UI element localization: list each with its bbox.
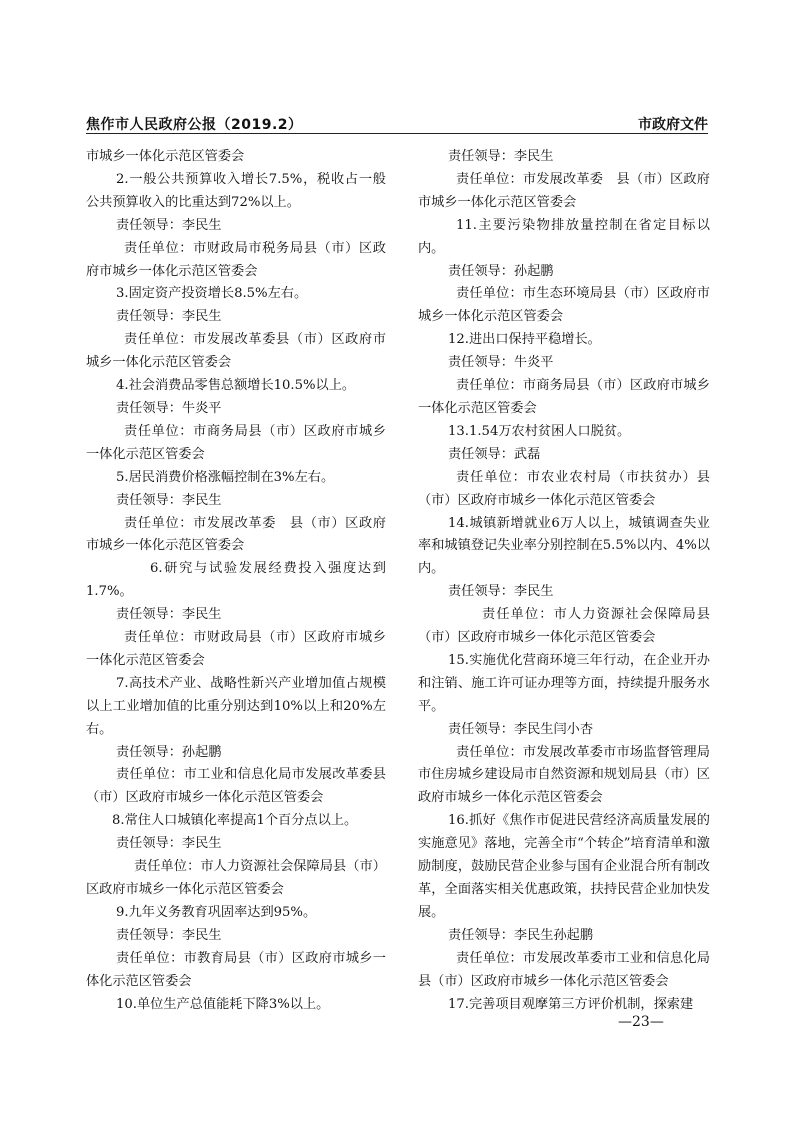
paragraph: 15.实施优化营商环境三年行动，在企业开办和注销、施工许可证办理等方面，持续提升服务水平。 [418,652,710,714]
paragraph: 3.固定资产投资增长8.5%左右。 [116,286,308,302]
paragraph: 责任单位：市商务局县（市）区政府市城乡一体化示范区管委会 [418,378,710,416]
page-number: —23— [618,1014,664,1030]
paragraph: 2.一般公共预算收入增长7.5%，税收占一般公共预算收入的比重达到72%以上。 [86,171,386,210]
paragraph: 责任领导：武磊 [448,446,541,462]
paragraph: 责任领导：李民生 [116,927,222,943]
paragraph: 责任领导：牛炎平 [448,355,554,371]
paragraph: 责任单位：市发展改革委 县（市）区政府市城乡一体化示范区管委会 [418,171,710,210]
paragraph: 5.居民消费价格涨幅控制在3%左右。 [116,469,335,485]
paragraph: 责任领导：李民生 [116,836,222,852]
paragraph: 13.1.54万农村贫困人口脱贫。 [448,423,631,439]
paragraph: 责任领导：孙起鹏 [116,744,222,760]
paragraph: 责任单位：市工业和信息化局市发展改革委县（市）区政府市城乡一体化示范区管委会 [86,767,386,806]
paragraph: 责任领导：牛炎平 [116,400,222,416]
paragraph: 责任领导：李民生 [116,607,222,623]
paragraph: 责任领导：李民生闫小杏 [448,721,594,737]
paragraph: 责任领导：李民生 [448,149,554,164]
paragraph: 责任单位：市商务局县（市）区政府市城乡一体化示范区管委会 [86,423,386,462]
paragraph: 责任领导：李民生孙起鹏 [448,927,594,943]
paragraph: 14.城镇新增就业6万人以上，城镇调查失业率和城镇登记失业率分别控制在5.5%以内、4%以内。 [418,515,710,577]
paragraph: 11.主要污染物排放量控制在省定目标以内。 [418,217,710,256]
paragraph: 16.抓好《焦作市促进民营经济高质量发展的实施意见》落地，完善全市“个转企”培育清单和激励制度，鼓励民营企业参与国有企业混合所有制改革，全面落实相关优惠政策，扶持民营企业加快发展。 [418,813,710,920]
paragraph: 责任单位：市生态环境局县（市）区政府市城乡一体化示范区管委会 [418,286,710,325]
left-column [86,146,386,1016]
paragraph: 市城乡一体化示范区管委会 [86,149,245,164]
paragraph: 责任领导：李民生 [116,492,222,508]
paragraph: 12.进出口保持平稳增长。 [448,332,601,348]
paragraph: 责任单位：市人力资源社会保障局县（市）区政府市城乡一体化示范区管委会 [418,607,710,646]
paragraph: 9.九年义务教育巩固率达到95%。 [116,904,317,920]
paragraph: 责任单位：市发展改革委市市场监督管理局市住房城乡建设局市自然资源和规划局县（市）区政府市城乡一体化示范区管委会 [418,744,710,806]
paragraph: 10.单位生产总值能耗下降3%以上。 [116,996,330,1012]
paragraph: 6.研究与试验发展经费投入强度达到1.7%。 [86,561,386,600]
paragraph: 责任领导：李民生 [116,309,222,325]
paragraph: 责任单位：市发展改革委市工业和信息化局县（市）区政府市城乡一体化示范区管委会 [418,950,710,989]
paragraph: 责任单位：市财政局县（市）区政府市城乡一体化示范区管委会 [86,630,386,668]
paragraph: 17.完善项目观摩第三方评价机制，探索建 [448,996,694,1012]
paragraph: 责任领导：孙起鹏 [448,263,554,279]
paragraph: 责任单位：市发展改革委 县（市）区政府市城乡一体化示范区管委会 [86,515,386,554]
right-column [418,146,710,1016]
paragraph: 责任单位：市发展改革委县（市）区政府市城乡一体化示范区管委会 [86,332,386,371]
paragraph: 7.高技术产业、战略性新兴产业增加值占规模以上工业增加值的比重分别达到10%以上和20%左右。 [86,675,386,737]
paragraph: 责任领导：李民生 [116,217,222,233]
paragraph: 责任领导：李民生 [448,584,554,600]
header-rule [86,133,708,134]
page-header [86,110,708,134]
paragraph: 8.常住人口城镇化率提高1个百分点以上。 [112,813,358,829]
paragraph: 责任单位：市人力资源社会保障局县（市）区政府市城乡一体化示范区管委会 [86,859,386,897]
publication-title: 焦作市人民政府公报（2019.2） [86,117,303,133]
paragraph: 4.社会消费品零售总额增长10.5%以上。 [116,378,356,394]
paragraph: 责任单位：市财政局市税务局县（市）区政府市城乡一体化示范区管委会 [86,240,386,279]
paragraph: 责任单位：市农业农村局（市扶贫办）县（市）区政府市城乡一体化示范区管委会 [418,469,710,508]
paragraph: 责任单位：市教育局县（市）区政府市城乡一体化示范区管委会 [86,950,386,989]
section-label: 市政府文件 [638,117,708,133]
